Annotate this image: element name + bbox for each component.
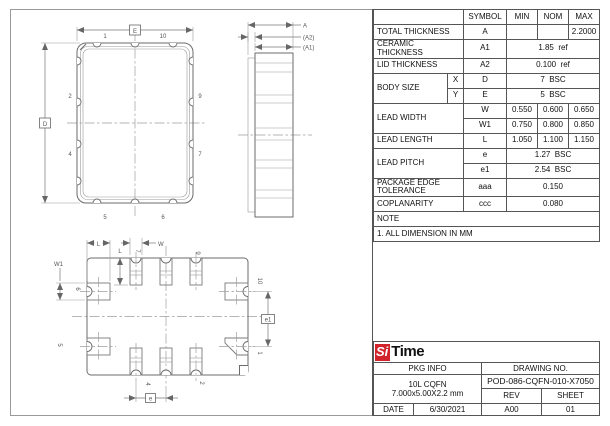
param-symbol: W (464, 103, 507, 118)
param-min: 1.050 (507, 133, 538, 148)
param-name: COPLANARITY (374, 197, 464, 212)
param-value: 1.27 BSC (507, 148, 600, 163)
logo-si-mark: Si (376, 343, 389, 359)
cell-empty (538, 25, 569, 40)
param-value: 0.150 (507, 178, 600, 197)
logo-row (374, 342, 600, 363)
table-row (374, 197, 600, 212)
title-block-row (374, 363, 600, 375)
pin-label: 1 (103, 34, 107, 40)
dim-label-L2: L (118, 249, 122, 255)
rev-label: REV (482, 389, 542, 404)
pkg-info-label: PKG INFO (374, 363, 482, 375)
date-value: 6/30/2021 (414, 404, 482, 416)
dim-label-A1: (A1) (303, 45, 315, 52)
rev-value: A00 (482, 404, 542, 416)
dim-label-e: e (148, 396, 153, 403)
note-1: 1. ALL DIMENSION IN MM (374, 227, 600, 242)
param-name: LEAD LENGTH (374, 133, 464, 148)
param-name: BODY SIZE (374, 73, 448, 103)
dim-label-L: L (96, 241, 101, 248)
param-nom: 0.600 (538, 103, 569, 118)
header-symbol: SYMBOL (464, 10, 507, 25)
table-row (374, 133, 600, 148)
pin-label: 5 (56, 343, 62, 347)
pin-label: 2 (68, 94, 72, 100)
logo-cell (374, 342, 600, 363)
param-symbol: W1 (464, 118, 507, 133)
param-name: TOTAL THICKNESS (374, 25, 464, 40)
param-max: 1.150 (569, 133, 600, 148)
pin-label: 6 (161, 215, 165, 221)
axis-label: X (448, 73, 464, 88)
param-symbol: A (464, 25, 507, 40)
date-label: DATE (374, 404, 414, 416)
param-value: 7 BSC (507, 73, 600, 88)
param-max: 0.850 (569, 118, 600, 133)
param-value: 0.100 ref (507, 58, 600, 73)
pin-label: 2 (198, 381, 204, 385)
header-min: MIN (507, 10, 538, 25)
table-row (374, 25, 600, 40)
param-value: 5 BSC (507, 88, 600, 103)
header-empty (374, 10, 464, 25)
logo-time-mark: Time (391, 343, 425, 361)
param-name: LEAD PITCH (374, 148, 464, 178)
table-row (374, 227, 600, 242)
pin-label: 5 (103, 215, 107, 221)
table-header-row (374, 10, 600, 25)
param-symbol: D (464, 73, 507, 88)
pin-label: 10 (159, 34, 167, 40)
dim-label-D: D (42, 122, 48, 128)
sheet-value: 01 (542, 404, 600, 416)
pkg-size: 7.000x5.00X2.2 mm (391, 389, 464, 398)
pin-label: 6 (74, 287, 80, 291)
pkg-info-value (374, 375, 482, 404)
pin-label: 7 (134, 249, 140, 253)
title-block (373, 341, 600, 416)
pin-label: 9 (198, 94, 202, 100)
table-row (374, 212, 600, 227)
table-row (374, 103, 600, 118)
param-symbol: e1 (464, 163, 507, 178)
pin-label: 1 (256, 351, 262, 355)
dimension-table (373, 9, 600, 242)
sitime-logo (375, 343, 424, 360)
pin-label: 4 (68, 152, 72, 158)
param-name: CERAMIC THICKNESS (374, 40, 464, 59)
drawing-no-value: POD-086-CQFN-010-X7050 (482, 375, 600, 389)
pin-label: 9 (194, 251, 200, 255)
param-symbol: A1 (464, 40, 507, 59)
package-drawings (10, 9, 372, 416)
param-min: 0.750 (507, 118, 538, 133)
param-max: 2.2000 (569, 25, 600, 40)
param-value: 1.85 ref (507, 40, 600, 59)
param-min: 0.550 (507, 103, 538, 118)
table-row (374, 58, 600, 73)
dim-label-A: A (303, 23, 308, 30)
param-max: 0.650 (569, 103, 600, 118)
pin-label: 4 (144, 382, 150, 386)
table-row (374, 40, 600, 59)
table-row (374, 73, 600, 88)
title-block-row (374, 404, 600, 416)
dim-label-e1: e1 (264, 317, 272, 324)
dim-label-W: W (158, 241, 164, 248)
right-panel (372, 9, 600, 416)
note-header: NOTE (374, 212, 600, 227)
drawing-no-label: DRAWING NO. (482, 363, 600, 375)
param-symbol: aaa (464, 178, 507, 197)
axis-label: Y (448, 88, 464, 103)
param-name: LEAD WIDTH (374, 103, 464, 133)
param-symbol: A2 (464, 58, 507, 73)
cell-empty (507, 25, 538, 40)
dim-label-A2: (A2) (303, 35, 315, 42)
sheet-label: SHEET (542, 389, 600, 404)
param-symbol: L (464, 133, 507, 148)
param-nom: 1.100 (538, 133, 569, 148)
param-nom: 0.800 (538, 118, 569, 133)
param-name: PACKAGE EDGE TOLERANCE (374, 178, 464, 197)
dim-label-W1: W1 (54, 262, 63, 268)
dim-label-E: E (132, 29, 138, 35)
param-symbol: e (464, 148, 507, 163)
param-value: 0.080 (507, 197, 600, 212)
param-value: 2.54 BSC (507, 163, 600, 178)
table-row (374, 178, 600, 197)
param-symbol: E (464, 88, 507, 103)
header-nom: NOM (538, 10, 569, 25)
pkg-name: 10L CQFN (408, 379, 447, 389)
table-row (374, 148, 600, 163)
top-view (40, 25, 207, 221)
param-name: LID THICKNESS (374, 58, 464, 73)
side-view (238, 22, 314, 217)
param-symbol: ccc (464, 197, 507, 212)
title-block-row (374, 375, 600, 389)
pin-label: 7 (198, 152, 202, 158)
pin-label: 10 (256, 277, 262, 285)
header-max: MAX (569, 10, 600, 25)
bottom-view (54, 238, 275, 403)
empty-region (373, 242, 600, 341)
